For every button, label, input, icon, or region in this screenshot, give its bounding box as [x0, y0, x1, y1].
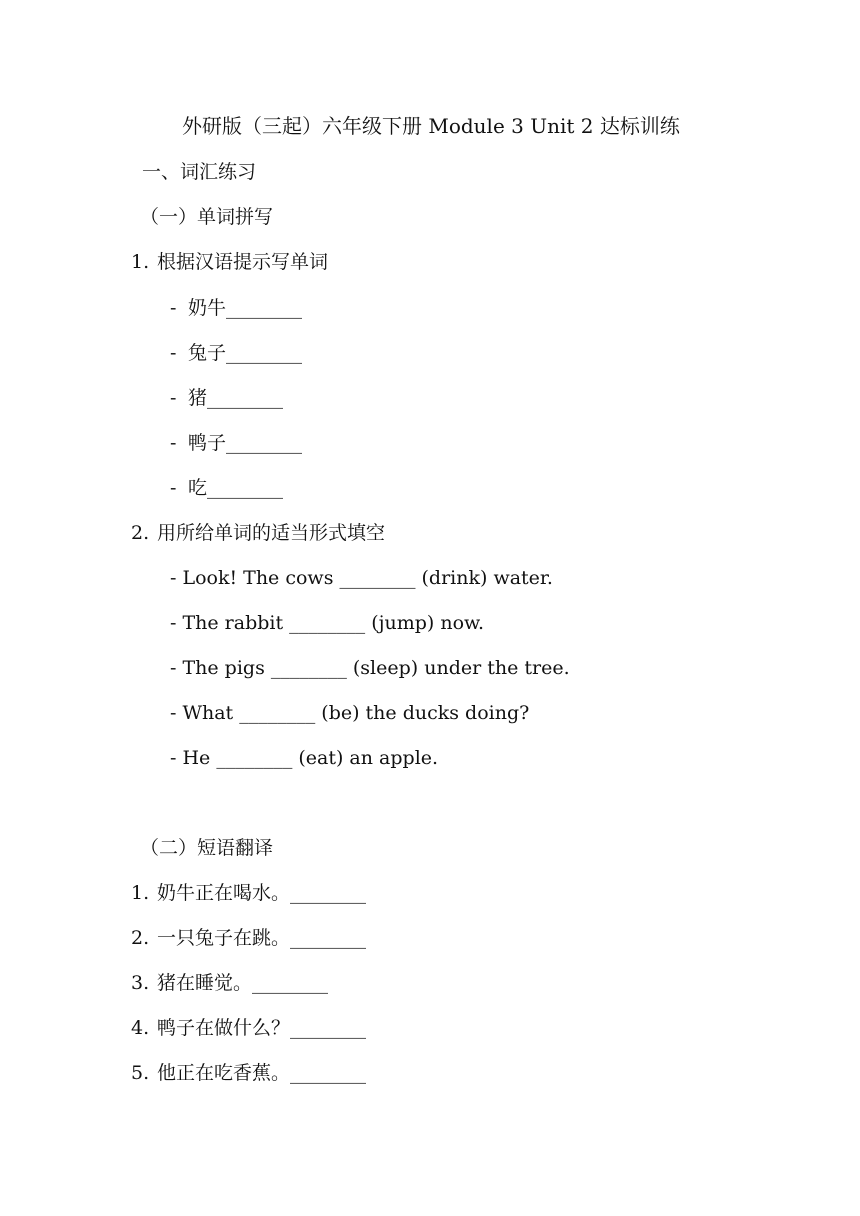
list-item [170, 341, 302, 365]
question-number: 5. [131, 1062, 150, 1084]
list-item-text: 鸭子________ [188, 432, 303, 454]
list-item-text: 奶牛________ [188, 297, 303, 319]
list-item-text: 猪________ [188, 387, 284, 409]
list-item [170, 386, 283, 410]
question-text: 根据汉语提示写单词 [157, 251, 329, 273]
question-text: 猪在睡觉。________ [157, 972, 329, 994]
list-item-text: Look! The cows ________ (drink) water. [182, 567, 553, 589]
question-2-prompt [131, 521, 385, 545]
question-number: 1. [131, 882, 150, 904]
list-item-text: He ________ (eat) an apple. [182, 747, 439, 769]
list-dash: - [170, 702, 177, 724]
list-dash: - [170, 477, 177, 499]
list-item-text: 吃________ [188, 477, 284, 499]
list-item [170, 296, 302, 320]
question-text: 用所给单词的适当形式填空 [157, 522, 386, 544]
list-item-text: The rabbit ________ (jump) now. [182, 612, 485, 634]
list-item [170, 431, 302, 455]
question-text: 奶牛正在喝水。________ [157, 882, 367, 904]
subsection-heading-spelling: （一）单词拼写 [140, 206, 274, 228]
list-dash: - [170, 747, 177, 769]
list-dash: - [170, 342, 177, 364]
list-dash: - [170, 567, 177, 589]
question-text: 鸭子在做什么？________ [157, 1017, 367, 1039]
list-dash: - [170, 432, 177, 454]
question-text: 一只兔子在跳。________ [157, 927, 367, 949]
list-item [131, 926, 366, 950]
list-item-text: What ________ (be) the ducks doing? [182, 702, 530, 724]
list-item [170, 611, 484, 635]
question-number: 2. [131, 522, 150, 544]
page-title: 外研版（三起）六年级下册 Module 3 Unit 2 达标训练 [182, 114, 680, 138]
question-number: 1. [131, 251, 150, 273]
list-item [170, 476, 283, 500]
list-item [170, 701, 529, 725]
question-number: 2. [131, 927, 150, 949]
list-item [131, 971, 328, 995]
section-heading-vocabulary: 一、词汇练习 [142, 161, 257, 183]
list-item [170, 746, 438, 770]
list-item-text: The pigs ________ (sleep) under the tree. [182, 657, 570, 679]
question-number: 4. [131, 1017, 150, 1039]
list-item-text: 兔子________ [188, 342, 303, 364]
list-item [170, 656, 570, 680]
question-number: 3. [131, 972, 150, 994]
subsection-heading-translation: （二）短语翻译 [140, 837, 274, 859]
list-item [131, 1061, 366, 1085]
list-item [170, 566, 553, 590]
list-item [131, 1016, 366, 1040]
list-dash: - [170, 387, 177, 409]
list-dash: - [170, 657, 177, 679]
list-dash: - [170, 297, 177, 319]
list-item [131, 881, 366, 905]
list-dash: - [170, 612, 177, 634]
question-1-prompt [131, 250, 328, 274]
question-text: 他正在吃香蕉。________ [157, 1062, 367, 1084]
